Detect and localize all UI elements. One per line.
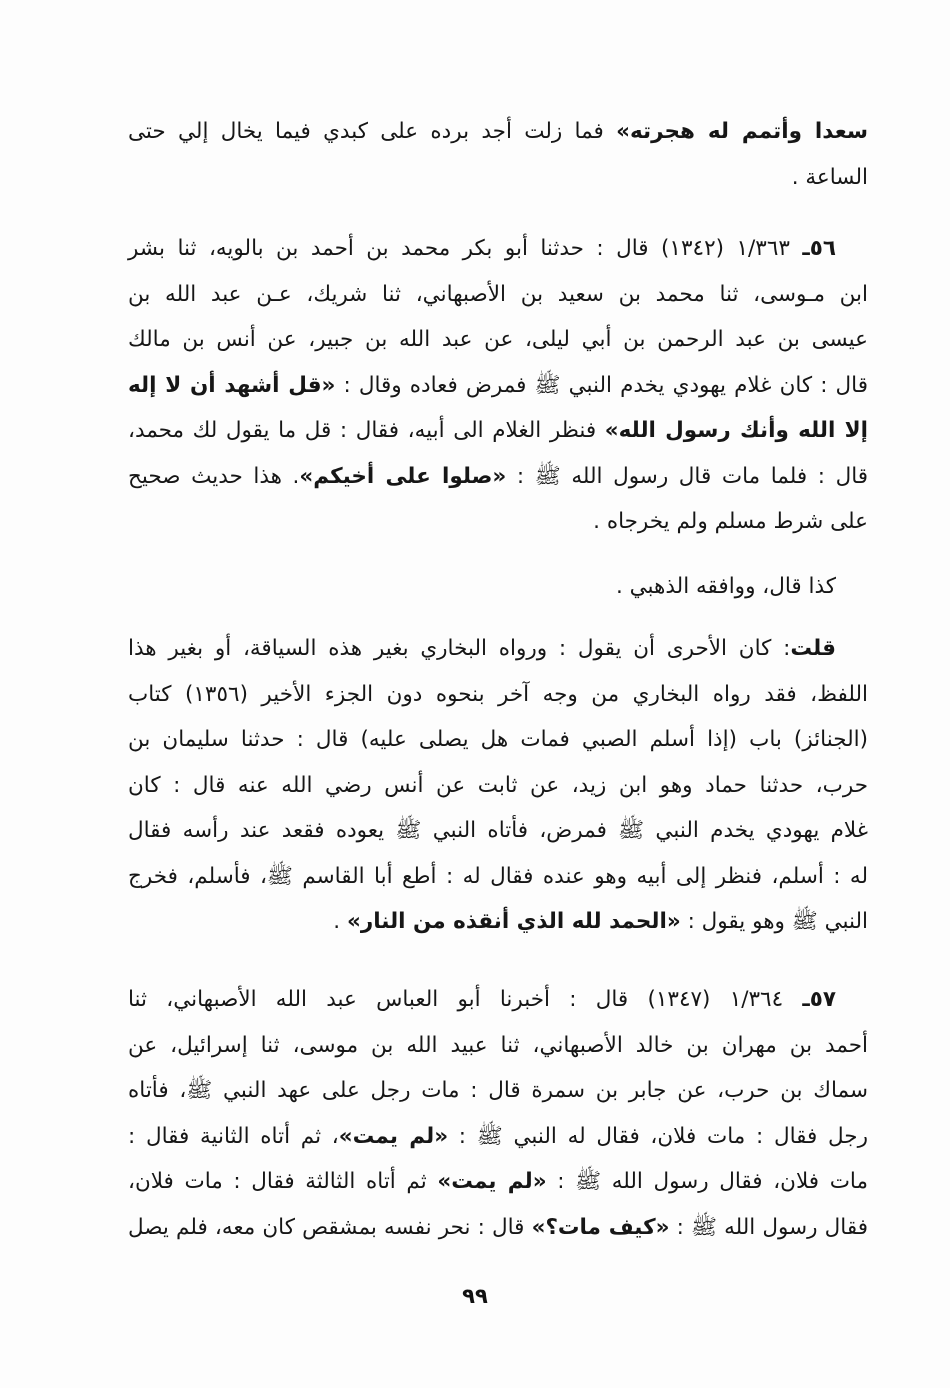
- page-number: ٩٩: [462, 1284, 488, 1308]
- text-line: غلام يهودي يخدم النبي ﷺ فمرض، فأتاه النبي ﷺ يعوده فقعد عند رأسه فقال: [128, 818, 868, 843]
- text-span: قال : فلما مات قال رسول الله ﷺ :: [506, 463, 869, 489]
- text-line: [128, 1159, 868, 1205]
- text-line: عيسى بن عبد الرحمن بن أبي ليلى، عن عبد الله بن جبير، عن أنس بن مالك: [128, 327, 868, 352]
- comment-line: [128, 564, 868, 610]
- text-line: له : أسلم، فنظر إلى أبيه وهو عنده فقال له : أطع أبا القاسم ﷺ، فأسلم، فخرج: [128, 863, 868, 889]
- paragraph-continuation: [128, 109, 868, 200]
- text-span: .: [333, 909, 347, 934]
- text-line: [128, 408, 868, 454]
- commentary-paragraph: [128, 626, 868, 945]
- text-line: (الجنائز) باب (إذا أسلم الصبي فمات هل يصلى عليه) قال : حدثنا سليمان بن: [128, 727, 868, 752]
- bold-quote: «صلوا على أخيكم»: [299, 463, 507, 489]
- text-line: على شرط مسلم ولم يخرجاه .: [593, 509, 868, 534]
- text-line: [128, 899, 868, 945]
- bold-quote: «كيف مات؟»: [531, 1214, 670, 1240]
- text-line: [128, 109, 868, 155]
- bold-quote: إلا الله وأنك رسول الله»: [604, 418, 868, 443]
- hadith-57: [128, 977, 868, 1250]
- bold-quote: «لم يمت»: [338, 1123, 449, 1149]
- text-span: ١/٣٦٣ (١٣٤٢) قال : حدثنا أبو بكر محمد بن أحمد بن بالويه، ثنا بشر: [128, 236, 803, 261]
- text-line: [128, 1205, 868, 1251]
- text-span: ١/٣٦٤ (١٣٤٧) قال : أخبرنا أبو العباس عبد الله الأصبهاني، ثنا: [128, 987, 803, 1012]
- hadith-number: ٥٧ـ: [802, 987, 837, 1012]
- text-line: حرب، حدثنا حماد وهو ابن زيد، عن ثابت عن أنس رضي الله عنه قال : كان: [128, 772, 868, 798]
- bold-quote: «لم يمت»: [437, 1169, 547, 1194]
- text-span: فما زلت أجد برده على كبدي فيما يخال إلي حتى: [128, 119, 617, 144]
- text-line: [128, 454, 868, 500]
- bold-quote: «الحمد لله الذي أنقذه من النار»: [346, 909, 681, 934]
- text-line: أحمد بن مهران بن خالد الأصبهاني، ثنا عبيد الله بن موسى، ثنا إسرائيل، عن: [128, 1032, 868, 1058]
- text-span: رجل فقال : مات فلان، فقال له النبي ﷺ :: [448, 1123, 868, 1149]
- text-line: [128, 363, 868, 409]
- text-span: قال : نحر نفسه بمشقص كان معه، فلم يصل: [128, 1214, 532, 1240]
- text-span: النبي ﷺ وهو يقول :: [680, 909, 868, 934]
- text-span: . هذا حديث صحيح: [128, 463, 300, 489]
- text-line: سماك بن حرب، عن جابر بن سمرة قال : مات رجل على عهد النبي ﷺ، فأتاه: [128, 1078, 868, 1103]
- hadith-56: [128, 226, 868, 545]
- text-line: [128, 1114, 868, 1160]
- text-line: ابن مـوسى، ثنا محمد بن سعيد بن الأصبهاني، ثنا شريك، عـن عبد الله بن: [128, 281, 868, 307]
- text-span: قال : كان غلام يهودي يخدم النبي ﷺ فمرض فعاده وقال :: [335, 372, 868, 398]
- text-span: مات فلان، فقال رسول الله ﷺ :: [546, 1169, 868, 1194]
- hadith-number: ٥٦ـ: [802, 236, 836, 261]
- bold-quote: «قل أشهد أن لا إله: [128, 372, 336, 398]
- text-span: ، ثم أتاه الثانية فقال :: [128, 1123, 339, 1149]
- text-span: فنظر الغلام الى أبيه، فقال : قل ما يقول لك محمد،: [128, 418, 605, 443]
- text-span: ثم أتاه الثالثة فقال : مات فلان،: [128, 1169, 438, 1194]
- text-line: اللفظ، فقد رواه البخاري من وجه آخر بنحوه دون الجزء الأخير (١٣٥٦) كتاب: [128, 681, 868, 707]
- bold-keyword: قلت: [790, 636, 836, 661]
- text-span: : كان الأحرى أن يقول : ورواه البخاري بغير هذه السياقة، أو بغير هذا: [128, 636, 791, 661]
- text-line: الساعة .: [791, 164, 868, 190]
- text-span: فقال رسول الله ﷺ :: [669, 1214, 868, 1240]
- bold-quote: سعدا وأتمم له هجرته»: [616, 119, 868, 144]
- text-line: [128, 226, 868, 272]
- text-line: [128, 977, 868, 1023]
- text-line: كذا قال، ووافقه الذهبي .: [615, 574, 836, 599]
- text-line: [128, 626, 868, 672]
